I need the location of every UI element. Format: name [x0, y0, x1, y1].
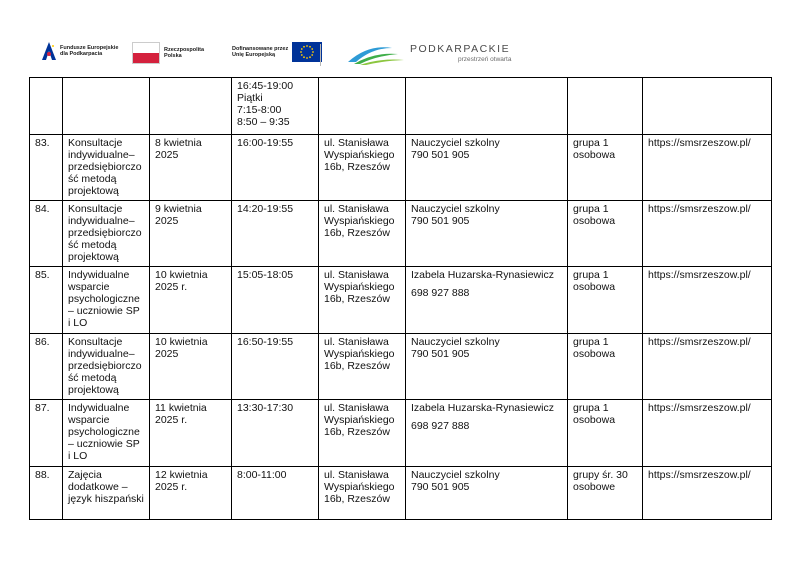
fe-line1: Fundusze Europejskie [60, 44, 119, 51]
cell-text: 698 927 888 [411, 420, 470, 432]
cell-text: grupa 1 [573, 336, 609, 348]
fe-emblem-icon [42, 42, 56, 60]
cell-date [150, 135, 232, 201]
cell-text: 11 kwietnia [155, 402, 207, 414]
cell-text: Wyspiańskiego [324, 215, 395, 227]
cell-text: Nauczyciel szkolny [411, 203, 500, 215]
cell-text: 790 501 905 [411, 149, 470, 161]
cell-contact [406, 201, 568, 267]
cell-group [568, 267, 643, 334]
cell-text: 2025 r. [155, 281, 188, 293]
cell-text: 8:00-11:00 [237, 469, 287, 481]
podkarpackie-logo [346, 40, 511, 66]
cell-place [319, 467, 406, 520]
cell-text: 16:50-19:55 [237, 336, 294, 348]
cell-url[interactable] [643, 334, 772, 400]
cell-text: osobowa [573, 414, 616, 426]
cell-text: 16:45-19:00 [237, 80, 294, 92]
cell-text: Konsultacje [68, 203, 123, 215]
cell-name [63, 201, 150, 267]
rp-line1: Rzeczpospolita [164, 46, 205, 53]
cell-time [232, 334, 319, 400]
website-link[interactable]: https://smsrzeszow.pl/ [648, 269, 751, 281]
rzeczpospolita-logo [132, 42, 204, 64]
cell-group [568, 400, 643, 467]
cell-no [30, 467, 63, 520]
cell-no [30, 78, 63, 135]
cell-text: Piątki [237, 92, 263, 104]
cell-text: osobowa [573, 281, 616, 293]
cell-date [150, 201, 232, 267]
podkarpackie-swoosh-icon [346, 40, 406, 66]
table-row [30, 201, 772, 267]
logo-divider [320, 44, 321, 66]
cell-text: 2025 r. [155, 481, 188, 493]
cell-text: grupa 1 [573, 203, 609, 215]
cell-group [568, 135, 643, 201]
cell-no [30, 400, 63, 467]
podkarpackie-tagline: przestrzeń otwarta [458, 56, 512, 63]
cell-text: i LO [68, 317, 88, 329]
table-row [30, 135, 772, 201]
website-link[interactable]: https://smsrzeszow.pl/ [648, 469, 751, 481]
cell-text: 88. [35, 469, 50, 481]
cell-name [63, 334, 150, 400]
cell-text: ul. Stanisława [324, 469, 389, 481]
cell-text: Wyspiańskiego [324, 348, 395, 360]
cell-text: ul. Stanisława [324, 137, 389, 149]
cell-text: ul. Stanisława [324, 402, 389, 414]
cell-text: grupa 1 [573, 269, 609, 281]
cell-text: osobowa [573, 149, 616, 161]
cell-text: Konsultacje [68, 137, 123, 149]
cell-contact [406, 135, 568, 201]
cell-text: 14:20-19:55 [237, 203, 294, 215]
cell-text: 13:30-17:30 [237, 402, 294, 414]
cell-text: osobowa [573, 215, 616, 227]
cell-text: język hiszpański [68, 493, 144, 505]
cell-text: wsparcie [68, 414, 110, 426]
page-header [0, 0, 800, 78]
cell-text: 790 501 905 [411, 481, 470, 493]
cell-text: 16b, Rzeszów [324, 426, 390, 438]
cell-contact [406, 78, 568, 135]
cell-text: grupa 1 [573, 137, 609, 149]
cell-text: ul. Stanisława [324, 269, 389, 281]
cell-text: 790 501 905 [411, 215, 470, 227]
cell-text: 16:00-19:55 [237, 137, 294, 149]
cell-text: Izabela Huzarska-Rynasiewicz [411, 402, 554, 414]
cell-text: 10 kwietnia [155, 336, 208, 348]
cell-place [319, 201, 406, 267]
cell-text: 12 kwietnia [155, 469, 208, 481]
cell-text: 790 501 905 [411, 348, 470, 360]
cell-place [319, 267, 406, 334]
cell-text: 16b, Rzeszów [324, 493, 390, 505]
cell-contact [406, 267, 568, 334]
cell-name [63, 400, 150, 467]
schedule-table [29, 77, 772, 520]
cell-text: Zajęcia [68, 469, 102, 481]
cell-text: ul. Stanisława [324, 336, 389, 348]
cell-no [30, 201, 63, 267]
cell-text: 87. [35, 402, 50, 414]
cell-no [30, 267, 63, 334]
cell-date [150, 267, 232, 334]
cell-group [568, 78, 643, 135]
website-link[interactable]: https://smsrzeszow.pl/ [648, 336, 751, 348]
cell-url[interactable] [643, 267, 772, 334]
cell-text: Wyspiańskiego [324, 414, 395, 426]
cell-date [150, 78, 232, 135]
cell-text: Indywidualne [68, 402, 130, 414]
cell-text: 15:05-18:05 [237, 269, 294, 281]
cell-group [568, 201, 643, 267]
cell-text: i LO [68, 450, 88, 462]
cell-text: Indywidualne [68, 269, 130, 281]
cell-date [150, 334, 232, 400]
cell-text: Wyspiańskiego [324, 281, 395, 293]
fe-line2: dla Podkarpacia [60, 51, 103, 57]
cell-text: projektową [68, 185, 119, 197]
cell-text: indywidualne– [68, 215, 135, 227]
cell-text: psychologiczne [68, 426, 140, 438]
cell-text: indywidualne– [68, 348, 135, 360]
website-link[interactable]: https://smsrzeszow.pl/ [648, 137, 751, 149]
table-row-continued [30, 78, 772, 135]
cell-contact [406, 400, 568, 467]
cell-text: 86. [35, 336, 50, 348]
cell-name [63, 78, 150, 135]
table-row [30, 400, 772, 467]
cell-text: Izabela Huzarska-Rynasiewicz [411, 269, 554, 281]
eu-line2: Unię Europejską [232, 52, 276, 58]
cell-time [232, 400, 319, 467]
cell-name [63, 467, 150, 520]
website-link[interactable]: https://smsrzeszow.pl/ [648, 203, 751, 215]
table-row [30, 267, 772, 334]
cell-text: – uczniowie SP [68, 438, 140, 450]
cell-text: Nauczyciel szkolny [411, 137, 500, 149]
cell-text: 2025 r. [155, 414, 188, 426]
cell-text: Wyspiańskiego [324, 149, 395, 161]
cell-url[interactable] [643, 201, 772, 267]
cell-text: ść metodą [68, 239, 117, 251]
eu-line1: Dofinansowane przez [232, 45, 289, 52]
cell-text: 83. [35, 137, 50, 149]
cell-text: 2025 [155, 149, 179, 161]
cell-no [30, 135, 63, 201]
cell-text: – uczniowie SP [68, 305, 140, 317]
cell-place [319, 135, 406, 201]
cell-date [150, 467, 232, 520]
cell-text: 7:15-8:00 [237, 104, 282, 116]
eu-flag-icon [292, 42, 322, 62]
polish-flag-icon [132, 42, 160, 64]
cell-text: 85. [35, 269, 50, 281]
website-link[interactable]: https://smsrzeszow.pl/ [648, 402, 751, 414]
cell-group [568, 467, 643, 520]
cell-url[interactable] [643, 135, 772, 201]
cell-text: psychologiczne [68, 293, 140, 305]
cell-text: Konsultacje [68, 336, 123, 348]
cell-name [63, 135, 150, 201]
cell-text: wsparcie [68, 281, 110, 293]
cell-text: dodatkowe – [68, 481, 128, 493]
cell-text: Nauczyciel szkolny [411, 336, 500, 348]
cell-place [319, 78, 406, 135]
cell-text: przedsiębiorczo [68, 360, 142, 372]
cell-text: Wyspiańskiego [324, 481, 395, 493]
cell-text: ul. Stanisława [324, 203, 389, 215]
cell-time [232, 467, 319, 520]
cell-text: projektową [68, 384, 119, 396]
cell-text: 16b, Rzeszów [324, 227, 390, 239]
cell-text: grupy śr. 30 [573, 469, 628, 481]
podkarpackie-name: PODKARPACKIE [410, 43, 511, 55]
cell-text: Nauczyciel szkolny [411, 469, 500, 481]
rp-line2: Polska [164, 53, 182, 59]
cell-text: grupa 1 [573, 402, 609, 414]
cell-text: 84. [35, 203, 50, 215]
cell-text: 16b, Rzeszów [324, 293, 390, 305]
cell-text: 8 kwietnia [155, 137, 202, 149]
table-row [30, 467, 772, 520]
table-row [30, 334, 772, 400]
cell-text: 16b, Rzeszów [324, 161, 390, 173]
cell-text: 8:50 – 9:35 [237, 116, 290, 128]
cell-group [568, 334, 643, 400]
cell-place [319, 334, 406, 400]
cell-text: 2025 [155, 348, 179, 360]
cell-text: 9 kwietnia [155, 203, 202, 215]
cell-text: ść metodą [68, 173, 117, 185]
cell-text: ść metodą [68, 372, 117, 384]
cell-text: 16b, Rzeszów [324, 360, 390, 372]
cell-text: przedsiębiorczo [68, 227, 142, 239]
eu-logo [232, 42, 322, 62]
cell-text: 2025 [155, 215, 179, 227]
cell-name [63, 267, 150, 334]
cell-text: osobowe [573, 481, 616, 493]
fundusze-europejskie-logo [42, 42, 118, 60]
cell-url[interactable] [643, 400, 772, 467]
cell-time [232, 201, 319, 267]
cell-time [232, 135, 319, 201]
cell-text: 10 kwietnia [155, 269, 208, 281]
cell-url [643, 78, 772, 135]
cell-time [232, 267, 319, 334]
cell-text: 698 927 888 [411, 287, 470, 299]
cell-contact [406, 467, 568, 520]
cell-time [232, 78, 319, 135]
cell-text: projektową [68, 251, 119, 263]
cell-place [319, 400, 406, 467]
cell-url[interactable] [643, 467, 772, 520]
cell-no [30, 334, 63, 400]
cell-text: przedsiębiorczo [68, 161, 142, 173]
cell-contact [406, 334, 568, 400]
cell-text: osobowa [573, 348, 616, 360]
cell-text: indywidualne– [68, 149, 135, 161]
cell-date [150, 400, 232, 467]
